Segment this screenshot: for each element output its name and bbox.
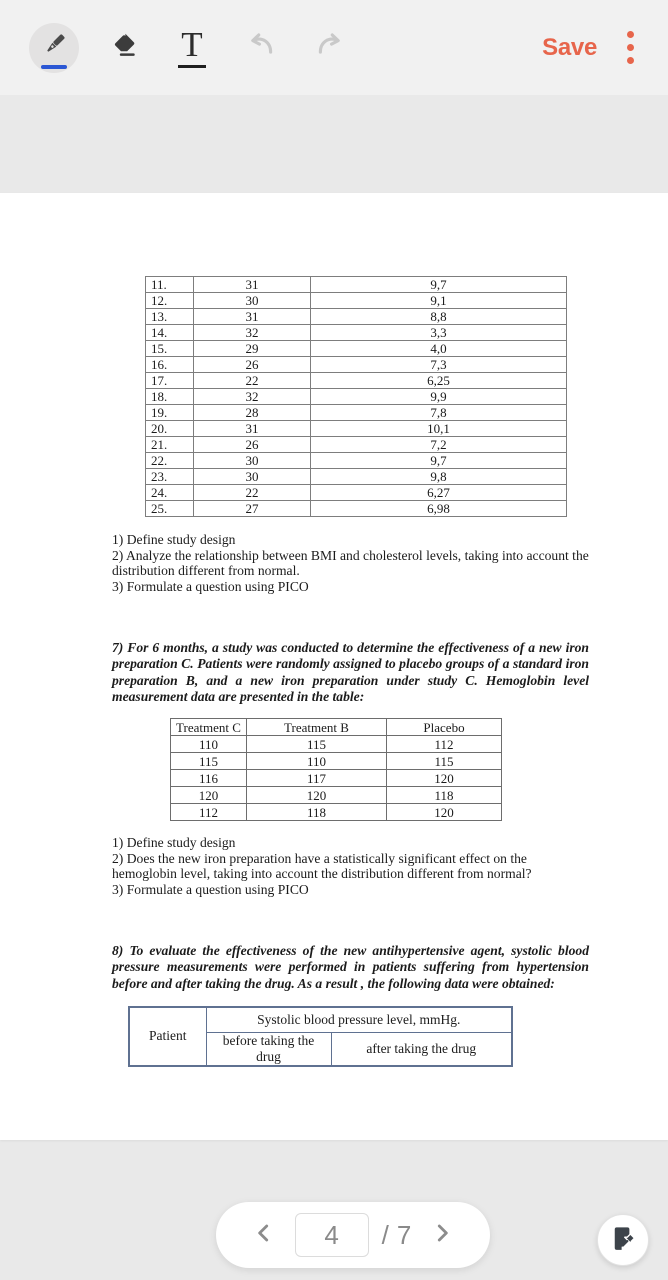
chevron-right-icon: [429, 1220, 455, 1251]
page-separator: /: [381, 1219, 389, 1250]
table-row: [146, 501, 567, 517]
table-row: [146, 293, 567, 309]
table-header-row: [171, 719, 502, 736]
table-cell: 120: [171, 787, 247, 804]
table-cell: 9,7: [311, 453, 567, 469]
page-pin-icon: [608, 1223, 638, 1258]
table-cell: 10,1: [311, 421, 567, 437]
table-cell: 3,3: [311, 325, 567, 341]
table-cell: 14.: [146, 325, 194, 341]
table-cell: 18.: [146, 389, 194, 405]
group-header-cell: Systolic blood pressure level, mmHg.: [206, 1007, 512, 1032]
table-cell: 22.: [146, 453, 194, 469]
task-line: 2) Analyze the relationship between BMI and cholesterol levels, taking into account the distribution different from normal.: [112, 547, 589, 579]
undo-button[interactable]: [236, 23, 286, 73]
column-header: Placebo: [387, 719, 502, 736]
undo-icon: [244, 28, 278, 67]
overflow-menu-button[interactable]: [623, 27, 638, 68]
question-8-text: 8) To evaluate the effectiveness of the new antihypertensive agent, systolic blood pressure measurements were performed in patients suffering from hypertension before and after taking the drug. As a result , the following data were obtained:: [112, 943, 589, 991]
table-cell: 116: [171, 770, 247, 787]
page-navigation: [216, 1202, 490, 1268]
pen-tool-button[interactable]: [29, 23, 79, 73]
tasks-after-hemoglobin-table: [112, 835, 590, 897]
table-row: [146, 421, 567, 437]
table-cell: 118: [387, 787, 502, 804]
redo-icon: [313, 28, 347, 67]
pen-icon: [39, 30, 69, 65]
table-cell: 6,98: [311, 501, 567, 517]
pin-note-button[interactable]: [597, 1214, 649, 1266]
table-cell: 29: [194, 341, 311, 357]
before-header-cell: before taking the drug: [206, 1032, 331, 1066]
table-cell: 115: [171, 753, 247, 770]
column-header: Treatment B: [247, 719, 387, 736]
table-cell: 7,8: [311, 405, 567, 421]
table-cell: 4,0: [311, 341, 567, 357]
table-cell: 27: [194, 501, 311, 517]
table-cell: 24.: [146, 485, 194, 501]
table-row: [171, 736, 502, 753]
table-row: [146, 341, 567, 357]
document-page[interactable]: [0, 193, 668, 1140]
table-row: [146, 373, 567, 389]
prev-page-button[interactable]: [246, 1217, 282, 1253]
table-cell: 9,7: [311, 277, 567, 293]
more-vert-icon: [627, 31, 634, 38]
table-row: [146, 389, 567, 405]
table-cell: 12.: [146, 293, 194, 309]
task-line: 1) Define study design: [112, 532, 236, 547]
table-row: [171, 787, 502, 804]
table-cell: 23.: [146, 469, 194, 485]
patient-header-cell: Patient: [129, 1007, 206, 1066]
text-tool-button[interactable]: [167, 23, 217, 73]
task-line: 3) Formulate a question using PICO: [112, 578, 309, 594]
table-cell: 28: [194, 405, 311, 421]
table-cell: 112: [387, 736, 502, 753]
table-cell: 30: [194, 469, 311, 485]
table-cell: 9,9: [311, 389, 567, 405]
question-7-text: 7) For 6 months, a study was conducted to determine the effectiveness of a new iron preparation C. Patients were randomly assigned to placebo groups of a standard iron preparation B, and a new iron preparation under study C. Hemoglobin level measurement data are presented in the table:: [112, 640, 589, 704]
table-cell: 32: [194, 325, 311, 341]
table-cell: 20.: [146, 421, 194, 437]
table-cell: 22: [194, 373, 311, 389]
task-line: 1) Define study design: [112, 835, 236, 850]
table-cell: 32: [194, 389, 311, 405]
redo-button[interactable]: [305, 23, 355, 73]
table-cell: 115: [387, 753, 502, 770]
table-cell: 15.: [146, 341, 194, 357]
table-cell: 25.: [146, 501, 194, 517]
table-cell: 17.: [146, 373, 194, 389]
table-row: [146, 453, 567, 469]
table-cell: 16.: [146, 357, 194, 373]
table-cell: 26: [194, 357, 311, 373]
task-line: 2) Does the new iron preparation have a statistically significant effect on the hemoglobin level, taking into account the distribution different from normal?: [112, 850, 532, 882]
eraser-tool-button[interactable]: [98, 23, 148, 73]
table-row: [171, 770, 502, 787]
table-cell: 6,25: [311, 373, 567, 389]
table-cell: 22: [194, 485, 311, 501]
annotation-toolbar: [0, 0, 668, 95]
table-cell: 6,27: [311, 485, 567, 501]
table-cell: 112: [171, 804, 247, 821]
table-cell: 9,8: [311, 469, 567, 485]
table-cell: 110: [171, 736, 247, 753]
total-pages-label: [382, 1220, 412, 1251]
table-cell: 31: [194, 277, 311, 293]
chevron-left-icon: [251, 1220, 277, 1251]
column-header: Treatment C: [171, 719, 247, 736]
table-cell: 7,2: [311, 437, 567, 453]
table-header-row: [129, 1007, 512, 1032]
save-button[interactable]: Save: [542, 33, 597, 61]
table-cell: 110: [247, 753, 387, 770]
table-cell: 115: [247, 736, 387, 753]
table-cell: 31: [194, 309, 311, 325]
table-cell: 26: [194, 437, 311, 453]
table-row: [146, 277, 567, 293]
text-tool-icon: T: [178, 27, 205, 68]
tasks-after-bmi-table: [112, 532, 590, 594]
page-number-input[interactable]: [295, 1213, 369, 1257]
table-cell: 30: [194, 453, 311, 469]
active-tool-indicator: [41, 65, 67, 69]
blood-pressure-table: [128, 1006, 513, 1067]
table-cell: 120: [387, 804, 502, 821]
table-row: [146, 437, 567, 453]
table-cell: 30: [194, 293, 311, 309]
table-cell: 13.: [146, 309, 194, 325]
bmi-cholesterol-table: [145, 276, 567, 517]
eraser-icon: [107, 29, 139, 66]
total-pages-value: 7: [396, 1219, 412, 1250]
table-cell: 117: [247, 770, 387, 787]
table-row: [146, 485, 567, 501]
table-cell: 120: [247, 787, 387, 804]
table-cell: 21.: [146, 437, 194, 453]
table-cell: 9,1: [311, 293, 567, 309]
after-header-cell: after taking the drug: [331, 1032, 512, 1066]
table-cell: 31: [194, 421, 311, 437]
table-row: [146, 325, 567, 341]
table-cell: 118: [247, 804, 387, 821]
next-page-button[interactable]: [424, 1217, 460, 1253]
table-row: [146, 469, 567, 485]
table-row: [146, 357, 567, 373]
table-cell: 11.: [146, 277, 194, 293]
table-row: [146, 405, 567, 421]
table-cell: 7,3: [311, 357, 567, 373]
table-row: [171, 753, 502, 770]
table-cell: 19.: [146, 405, 194, 421]
task-line: 3) Formulate a question using PICO: [112, 881, 309, 897]
table-row: [171, 804, 502, 821]
hemoglobin-table: [170, 718, 502, 821]
table-cell: 8,8: [311, 309, 567, 325]
table-row: [146, 309, 567, 325]
table-cell: 120: [387, 770, 502, 787]
